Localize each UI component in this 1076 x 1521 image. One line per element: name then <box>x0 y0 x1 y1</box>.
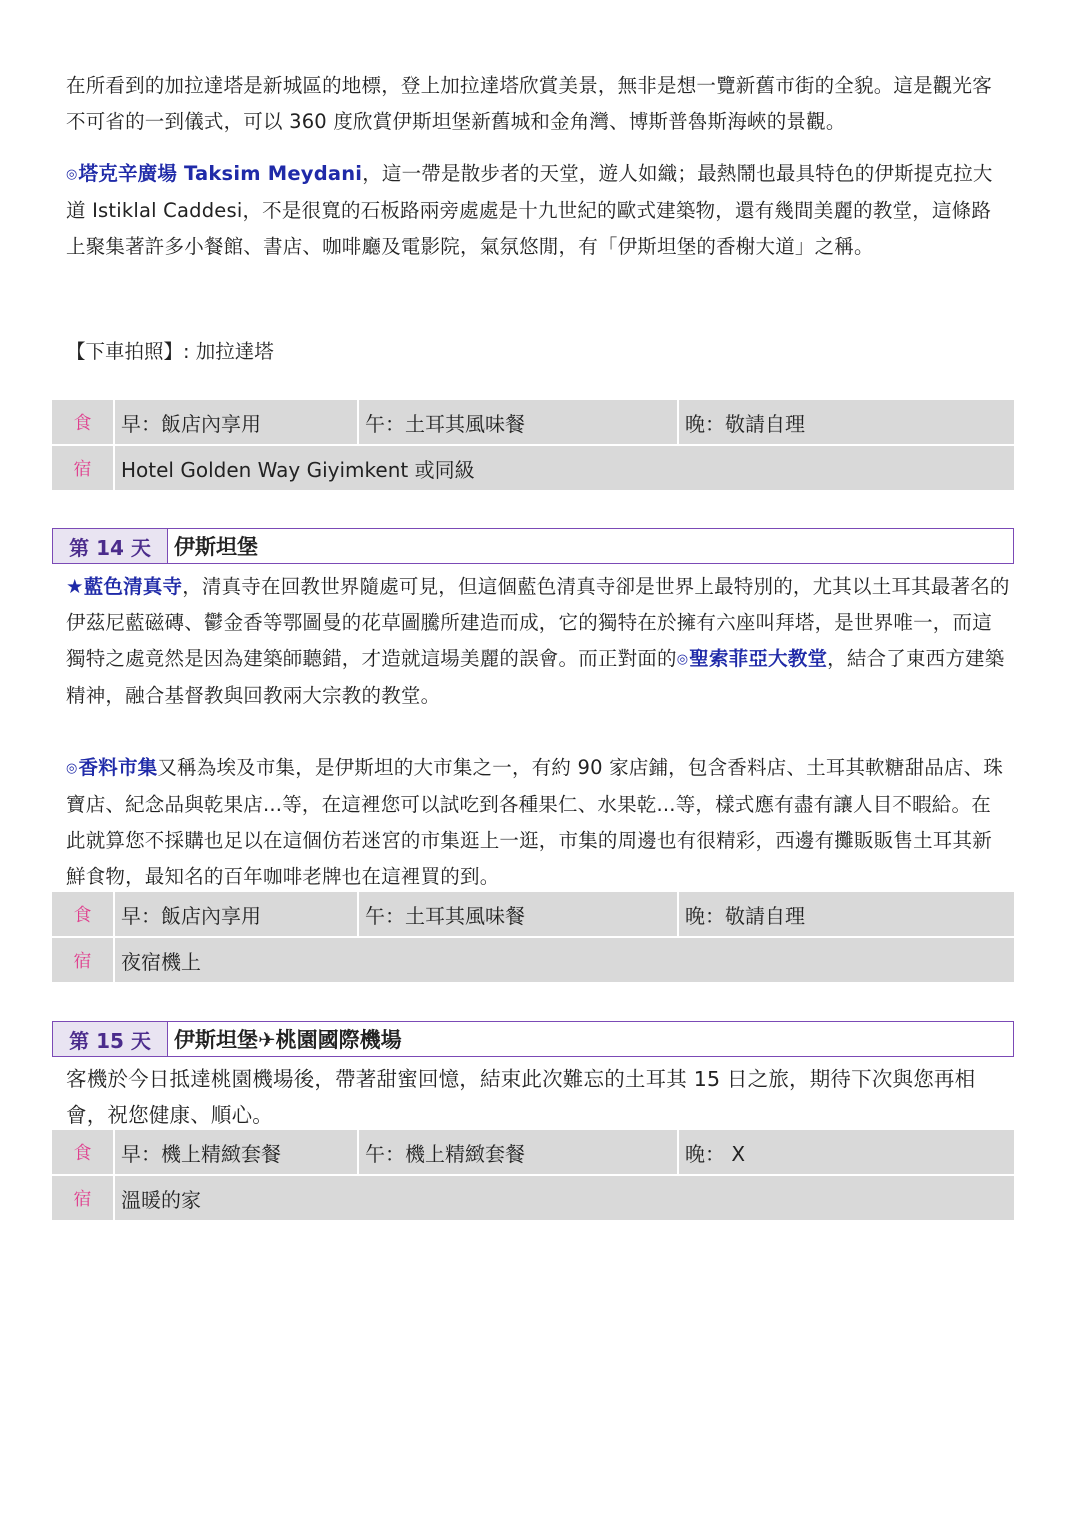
day-14-paragraph-spice-bazaar <box>66 750 1010 895</box>
meal-row <box>52 892 1014 938</box>
day-15-paragraph: 客機於今日抵達桃園機場後，帶著甜蜜回憶，結束此次難忘的土耳其 15 日之旅，期待下次與您再相會，祝您健康、順心。 <box>66 1067 976 1127</box>
breakfast-cell: 早：機上精緻套餐 <box>115 1130 359 1176</box>
food-label: 食 <box>52 1130 115 1176</box>
photo-stop-note: 【下車拍照】: 加拉達塔 <box>66 340 274 363</box>
circle-mark-icon: ◎ <box>66 761 78 776</box>
day-15-title: 伊斯坦堡✈桃園國際機場 <box>174 1028 402 1052</box>
dinner-cell: 晚： X <box>679 1130 1014 1176</box>
taksim-highlight: 塔克辛廣場 Taksim Meydani <box>78 162 363 185</box>
intro-paragraph-taksim <box>66 156 1010 265</box>
spice-bazaar-text: 又稱為埃及市集，是伊斯坦的大市集之一，有約 90 家店鋪，包含香料店、土耳其軟糖甜品店、珠寶店、紀念品與乾果店...等，在這裡您可以試吃到各種果仁、水果乾...等，樣式應有盡有讓人目不暇給。在此就算您不採購也足以在這個仿若迷宮的市集逛上一逛，市集的周邊也有很精彩，西邊有攤販販售土耳其新鮮食物，最知名的百年咖啡老牌也在這裡買的到。 <box>66 756 1004 888</box>
meal-table-day15 <box>52 1130 1014 1220</box>
day-14-number: 第 14 天 <box>53 529 168 563</box>
taksim-text: ，這一帶是散步者的天堂，遊人如織；最熱鬧也最具特色的伊斯提克拉大道 Istiklal Caddesi，不是很寬的石板路兩旁處處是十九世紀的歐式建築物，還有幾間美麗的教堂，這條路上聚集著許多小餐館、書店、咖啡廳及電影院，氣氛悠閒，有「伊斯坦堡的香榭大道」之稱。 <box>66 162 993 258</box>
lunch-cell: 午：土耳其風味餐 <box>359 892 679 938</box>
blue-mosque-text: ，清真寺在回教世界隨處可見，但這個藍色清真寺卻是世界上最特別的，尤其以土耳其最著名的伊茲尼藍磁磚、鬱金香等鄂圖曼的花草圖騰所建造而成，它的獨特在於擁有六座叫拜塔，是世界唯一，而這獨特之處竟然是因為建築師聽錯，才造就這場美麗的誤會。而正對面的 <box>66 575 1010 670</box>
meal-table-day14 <box>52 892 1014 982</box>
meal-table-day13 <box>52 400 1014 490</box>
food-label: 食 <box>52 892 115 938</box>
meal-row <box>52 400 1014 446</box>
lunch-cell: 午：土耳其風味餐 <box>359 400 679 446</box>
day-14-paragraph-blue-mosque <box>66 569 1010 714</box>
star-icon: ★ <box>66 575 84 598</box>
stay-label: 宿 <box>52 446 115 490</box>
stay-row <box>52 446 1014 490</box>
hagia-sophia-highlight: 聖索菲亞大教堂 <box>689 647 828 670</box>
stay-label: 宿 <box>52 938 115 982</box>
lunch-cell: 午：機上精緻套餐 <box>359 1130 679 1176</box>
intro-paragraph-galata: 在所看到的加拉達塔是新城區的地標，登上加拉達塔欣賞美景，無非是想一覽新舊市街的全貌。這是觀光客不可省的一到儀式，可以 360 度欣賞伊斯坦堡新舊城和金角灣、博斯普魯斯海峽的景觀。 <box>66 74 992 133</box>
hotel-cell: Hotel Golden Way Giyimkent 或同級 <box>115 446 1014 490</box>
day-14-title: 伊斯坦堡 <box>174 535 258 559</box>
stay-row <box>52 938 1014 982</box>
day-14-header <box>52 528 1014 564</box>
circle-mark-icon: ◎ <box>66 167 78 182</box>
stay-row <box>52 1176 1014 1220</box>
day-15-number: 第 15 天 <box>53 1022 168 1056</box>
breakfast-cell: 早：飯店內享用 <box>115 400 359 446</box>
circle-mark-icon: ◎ <box>676 652 689 667</box>
food-label: 食 <box>52 400 115 446</box>
breakfast-cell: 早：飯店內享用 <box>115 892 359 938</box>
hotel-cell: 夜宿機上 <box>115 938 1014 982</box>
hagia-sophia-text: ，結合了東西方建築精神，融合基督教與回教兩大宗教的教堂。 <box>66 647 1005 707</box>
stay-label: 宿 <box>52 1176 115 1220</box>
blue-mosque-highlight: 藍色清真寺 <box>83 575 183 598</box>
dinner-cell: 晚：敬請自理 <box>679 400 1014 446</box>
hotel-cell: 溫暖的家 <box>115 1176 1014 1220</box>
day-15-header <box>52 1021 1014 1057</box>
dinner-cell: 晚：敬請自理 <box>679 892 1014 938</box>
meal-row <box>52 1130 1014 1176</box>
spice-bazaar-highlight: 香料市集 <box>78 756 158 779</box>
